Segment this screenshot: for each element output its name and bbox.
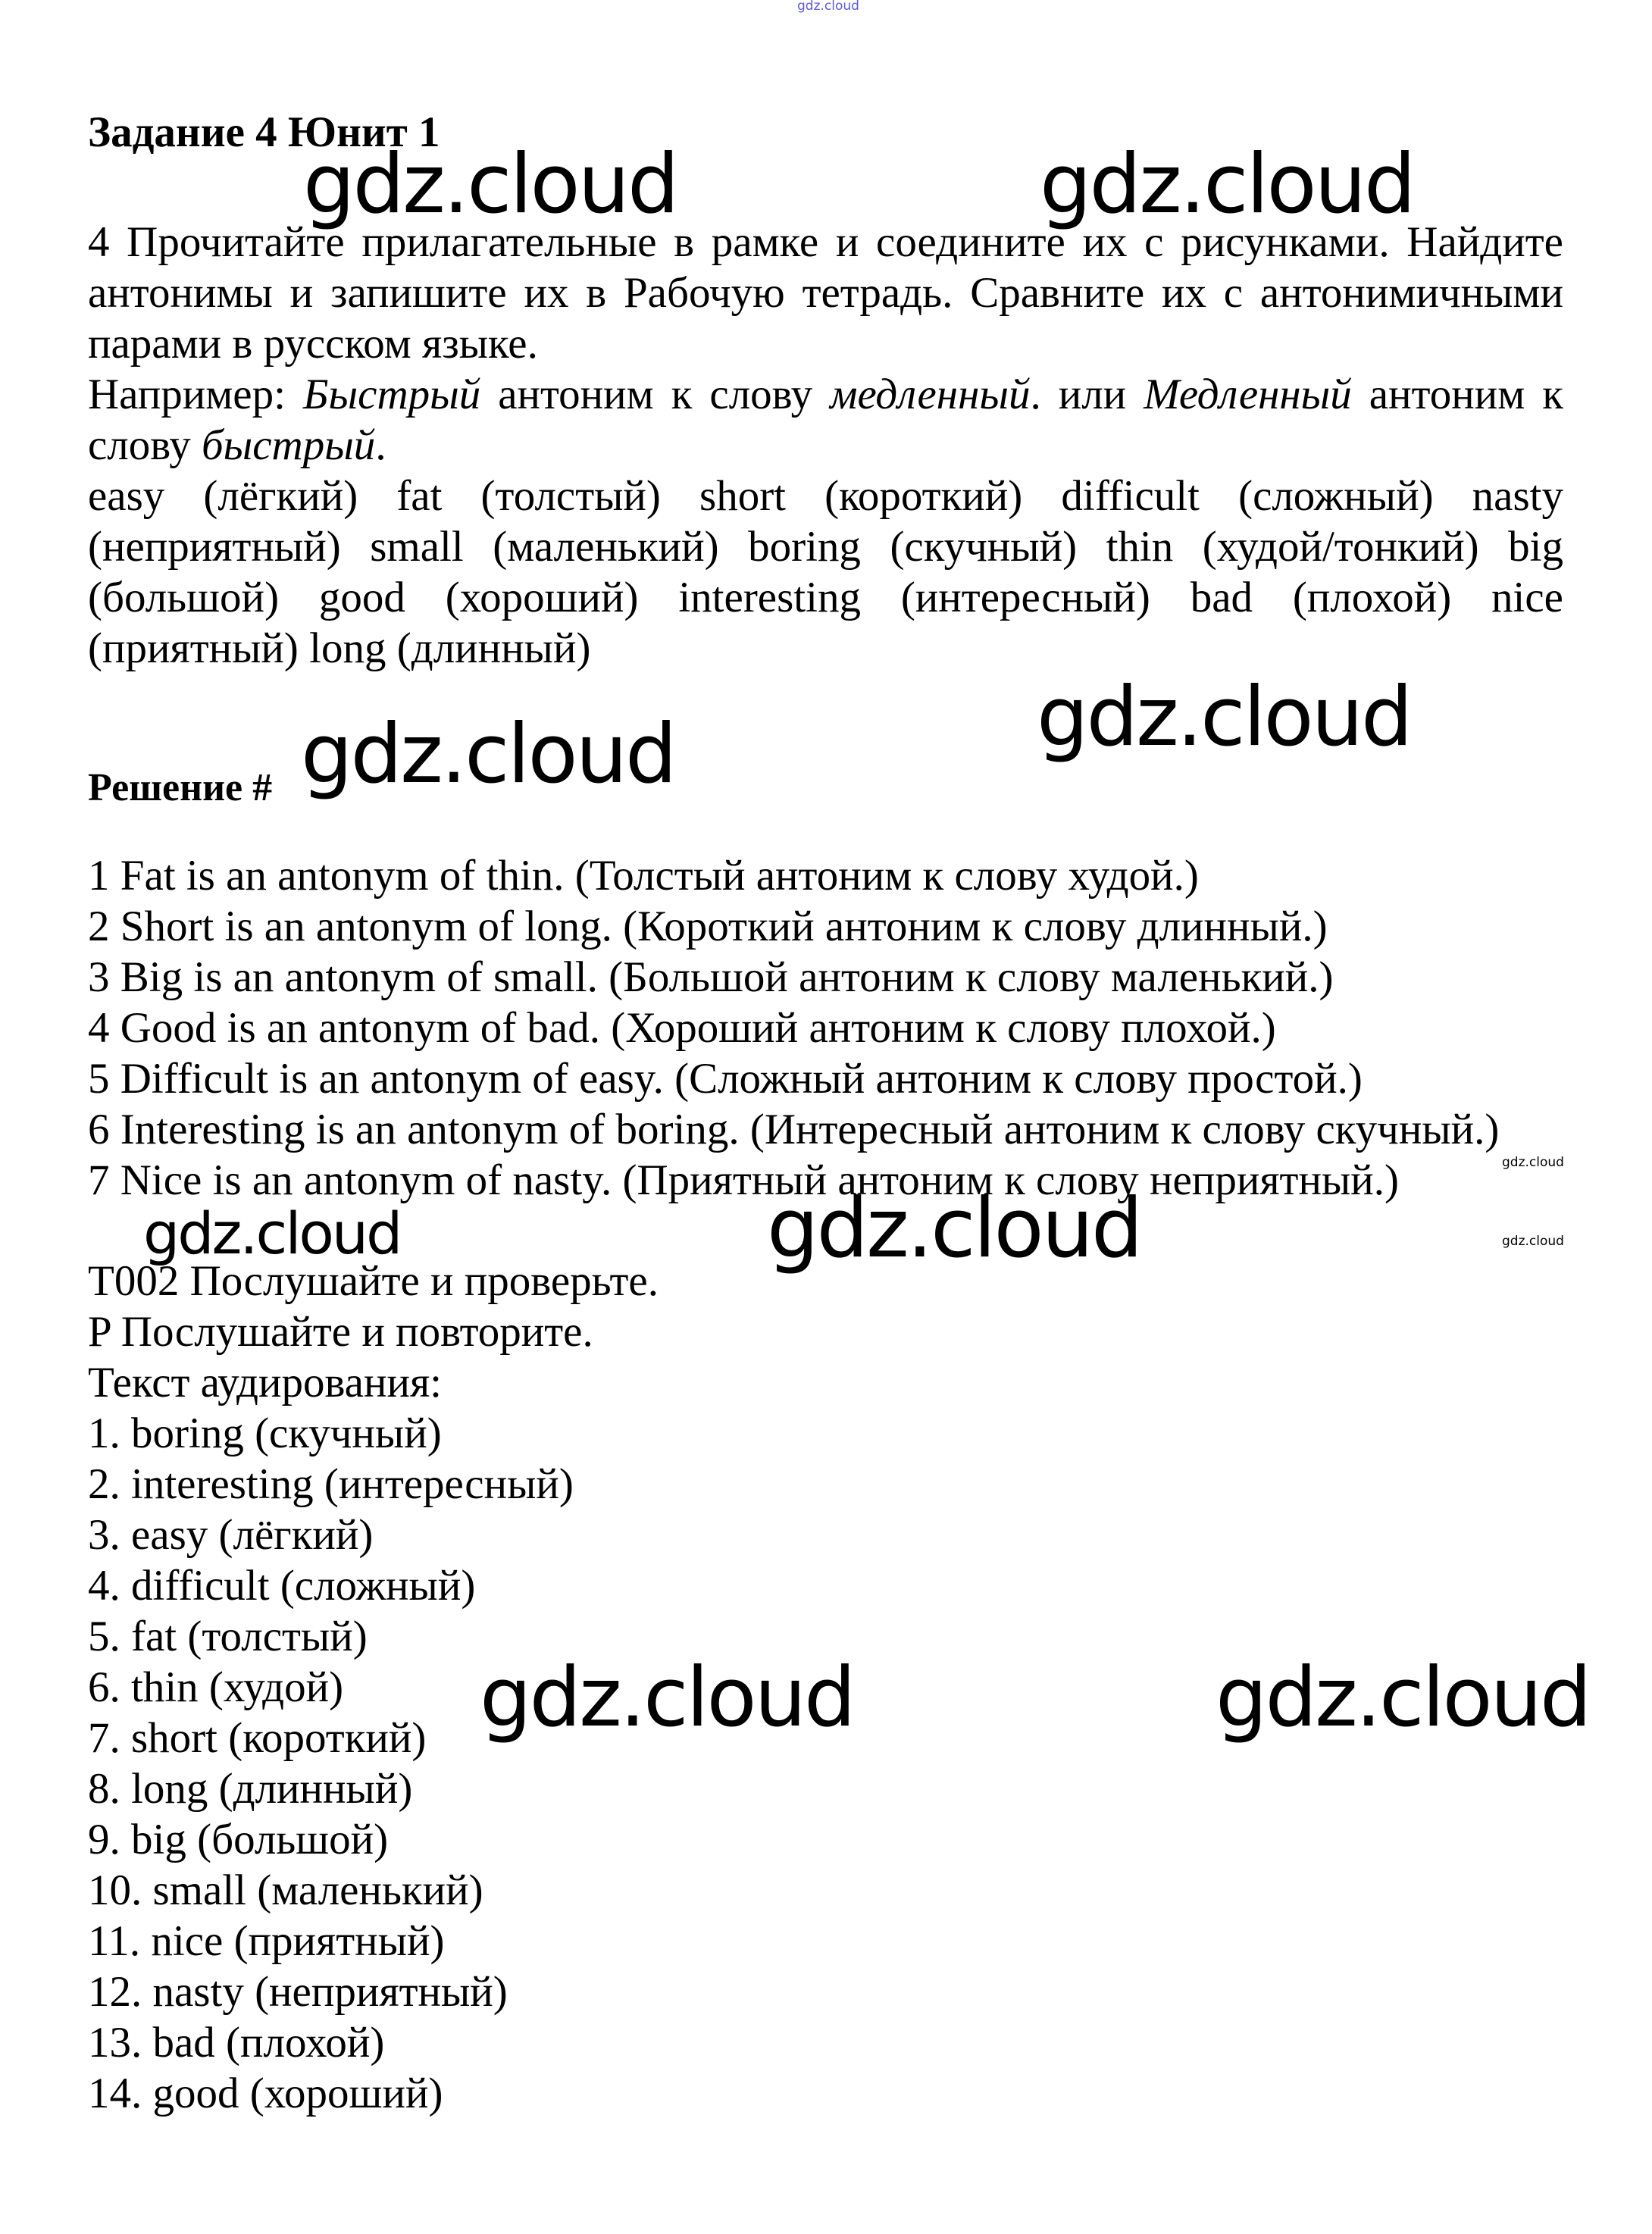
example-text: антоним к: [1351, 371, 1563, 418]
listening-line: 14. good (хороший): [88, 2070, 443, 2117]
watermark: gdz.cloud: [480, 1650, 854, 1745]
listening-line: 5. fat (толстый): [88, 1613, 368, 1660]
words-line: (неприятный) small (маленький) boring (скучный) thin (худой/тонкий) big: [88, 523, 1563, 571]
example-word: медленный: [830, 371, 1031, 418]
example-text: слову: [88, 421, 202, 469]
words-line: easy (лёгкий) fat (толстый) short (короткий) difficult (сложный) nasty: [88, 472, 1563, 520]
listening-line: 10. small (маленький): [88, 1866, 483, 1914]
listening-line: 4. difficult (сложный): [88, 1562, 476, 1610]
words-line: (большой) good (хороший) interesting (интересный) bad (плохой) nice: [88, 574, 1563, 621]
listening-line: 7. short (короткий): [88, 1714, 427, 1762]
solution-line: 1 Fat is an antonym of thin. (Толстый антоним к слову худой.): [88, 852, 1199, 900]
listening-line: T002 Послушайте и проверьте.: [88, 1257, 659, 1305]
solution-line: 6 Interesting is an antonym of boring. (Интересный антоним к слову скучный.): [88, 1106, 1500, 1153]
task-line: парами в русском языке.: [88, 320, 538, 368]
example-line: [88, 420, 1563, 471]
listening-line: Текст аудирования:: [88, 1359, 443, 1406]
listening-line: 9. big (большой): [88, 1816, 389, 1863]
watermark: gdz.cloud: [1502, 1155, 1564, 1170]
watermark: gdz.cloud: [301, 707, 675, 802]
example-word: быстрый: [201, 421, 376, 469]
listening-line: 3. easy (лёгкий): [88, 1511, 374, 1559]
watermark: gdz.cloud: [797, 0, 859, 14]
solution-line: 5 Difficult is an antonym of easy. (Сложный антоним к слову простой.): [88, 1055, 1363, 1103]
example-word: Быстрый: [302, 371, 481, 418]
watermark: gdz.cloud: [143, 1200, 401, 1267]
watermark: gdz.cloud: [1037, 670, 1411, 765]
watermark: gdz.cloud: [303, 137, 677, 232]
watermark: gdz.cloud: [1040, 137, 1414, 232]
example-text: антоним к слову: [480, 371, 831, 418]
example-text: .: [375, 421, 386, 469]
task-line: 4 Прочитайте прилагательные в рамке и соедините их с рисунками. Найдите: [88, 218, 1563, 266]
solution-line: 3 Big is an antonym of small. (Большой антоним к слову маленький.): [88, 953, 1334, 1001]
example-word: Медленный: [1144, 371, 1352, 418]
solution-line: 7 Nice is an antonym of nasty. (Приятный антоним к слову неприятный.): [88, 1156, 1399, 1204]
listening-line: P Послушайте и повторите.: [88, 1308, 593, 1356]
solution-heading: Решение #: [88, 766, 273, 809]
page-title: Задание 4 Юнит 1: [88, 108, 440, 156]
listening-line: 8. long (длинный): [88, 1765, 413, 1813]
example-text: . или: [1030, 371, 1144, 418]
solution-line: 2 Short is an antonym of long. (Короткий антоним к слову длинный.): [88, 903, 1328, 950]
solution-line: 4 Good is an antonym of bad. (Хороший антоним к слову плохой.): [88, 1004, 1276, 1052]
example-line: [88, 369, 1563, 420]
listening-line: 11. nice (приятный): [88, 1917, 445, 1965]
listening-line: 2. interesting (интересный): [88, 1460, 574, 1508]
listening-line: 1. boring (скучный): [88, 1410, 442, 1457]
words-line: (приятный) long (длинный): [88, 624, 591, 672]
watermark: gdz.cloud: [1216, 1650, 1590, 1745]
listening-line: 12. nasty (неприятный): [88, 1968, 508, 2016]
listening-line: 6. thin (худой): [88, 1663, 344, 1711]
watermark: gdz.cloud: [1502, 1234, 1564, 1249]
example-prefix: Например:: [88, 371, 303, 418]
listening-line: 13. bad (плохой): [88, 2019, 385, 2067]
watermark: gdz.cloud: [767, 1181, 1141, 1276]
task-line: антонимы и запишите их в Рабочую тетрадь. Сравните их с антонимичными: [88, 269, 1563, 317]
